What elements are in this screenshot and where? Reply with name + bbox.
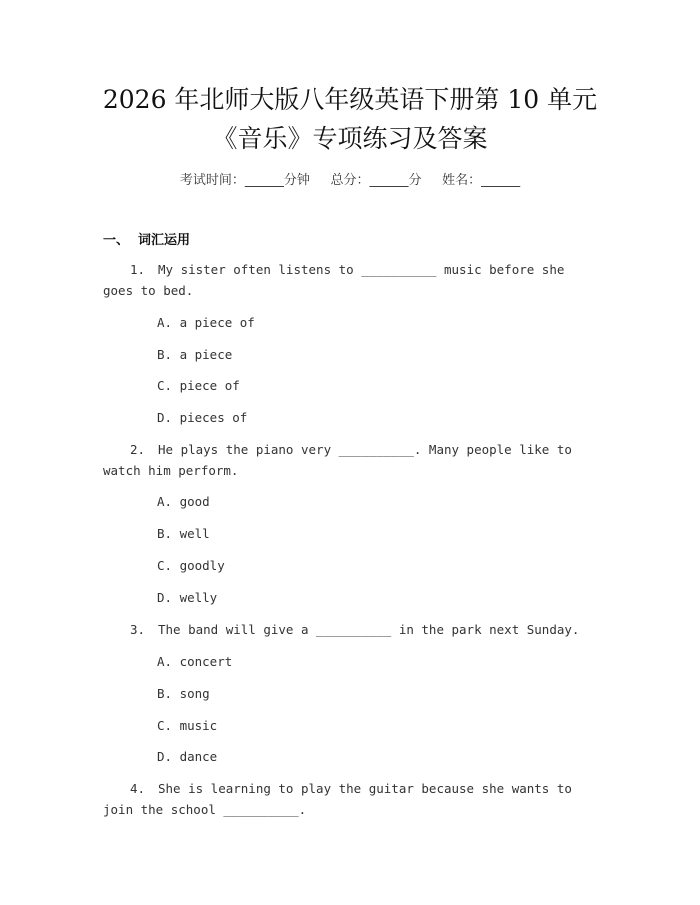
question-text: The band will give a __________ in the park next Sunday. bbox=[158, 622, 580, 637]
question-number: 2. bbox=[130, 442, 146, 457]
question-2 bbox=[103, 439, 593, 481]
option-2c: C. goodly bbox=[157, 558, 225, 573]
question-3 bbox=[103, 619, 593, 640]
question-text: My sister often listens to __________ music before she goes to bed. bbox=[103, 262, 565, 298]
question-4 bbox=[103, 778, 593, 820]
question-1 bbox=[103, 259, 593, 301]
option-3b: B. song bbox=[157, 686, 210, 701]
question-text: She is learning to play the guitar because she wants to join the school __________. bbox=[103, 781, 572, 817]
option-1b: B. a piece bbox=[157, 347, 233, 362]
option-3d: D. dance bbox=[157, 749, 218, 764]
section-heading: 一、 词汇运用 bbox=[103, 233, 191, 248]
exam-info-line: 考试时间：______分钟 总分：______分 姓名：______ bbox=[179, 173, 521, 188]
option-2d: D. welly bbox=[157, 590, 218, 605]
option-3c: C. music bbox=[157, 718, 218, 733]
option-1c: C. piece of bbox=[157, 378, 240, 393]
option-1d: D. pieces of bbox=[157, 410, 248, 425]
option-1a: A. a piece of bbox=[157, 315, 255, 330]
question-number: 1. bbox=[130, 262, 146, 277]
document-title-line-2: 《音乐》专项练习及答案 bbox=[212, 124, 488, 153]
document-title-line-1: 2026 年北师大版八年级英语下册第 10 单元 bbox=[102, 85, 598, 114]
question-number: 4. bbox=[130, 781, 146, 796]
option-2b: B. well bbox=[157, 526, 210, 541]
option-3a: A. concert bbox=[157, 654, 233, 669]
option-2a: A. good bbox=[157, 494, 210, 509]
question-number: 3. bbox=[130, 622, 146, 637]
question-text: He plays the piano very __________. Many people like to watch him perform. bbox=[103, 442, 572, 478]
